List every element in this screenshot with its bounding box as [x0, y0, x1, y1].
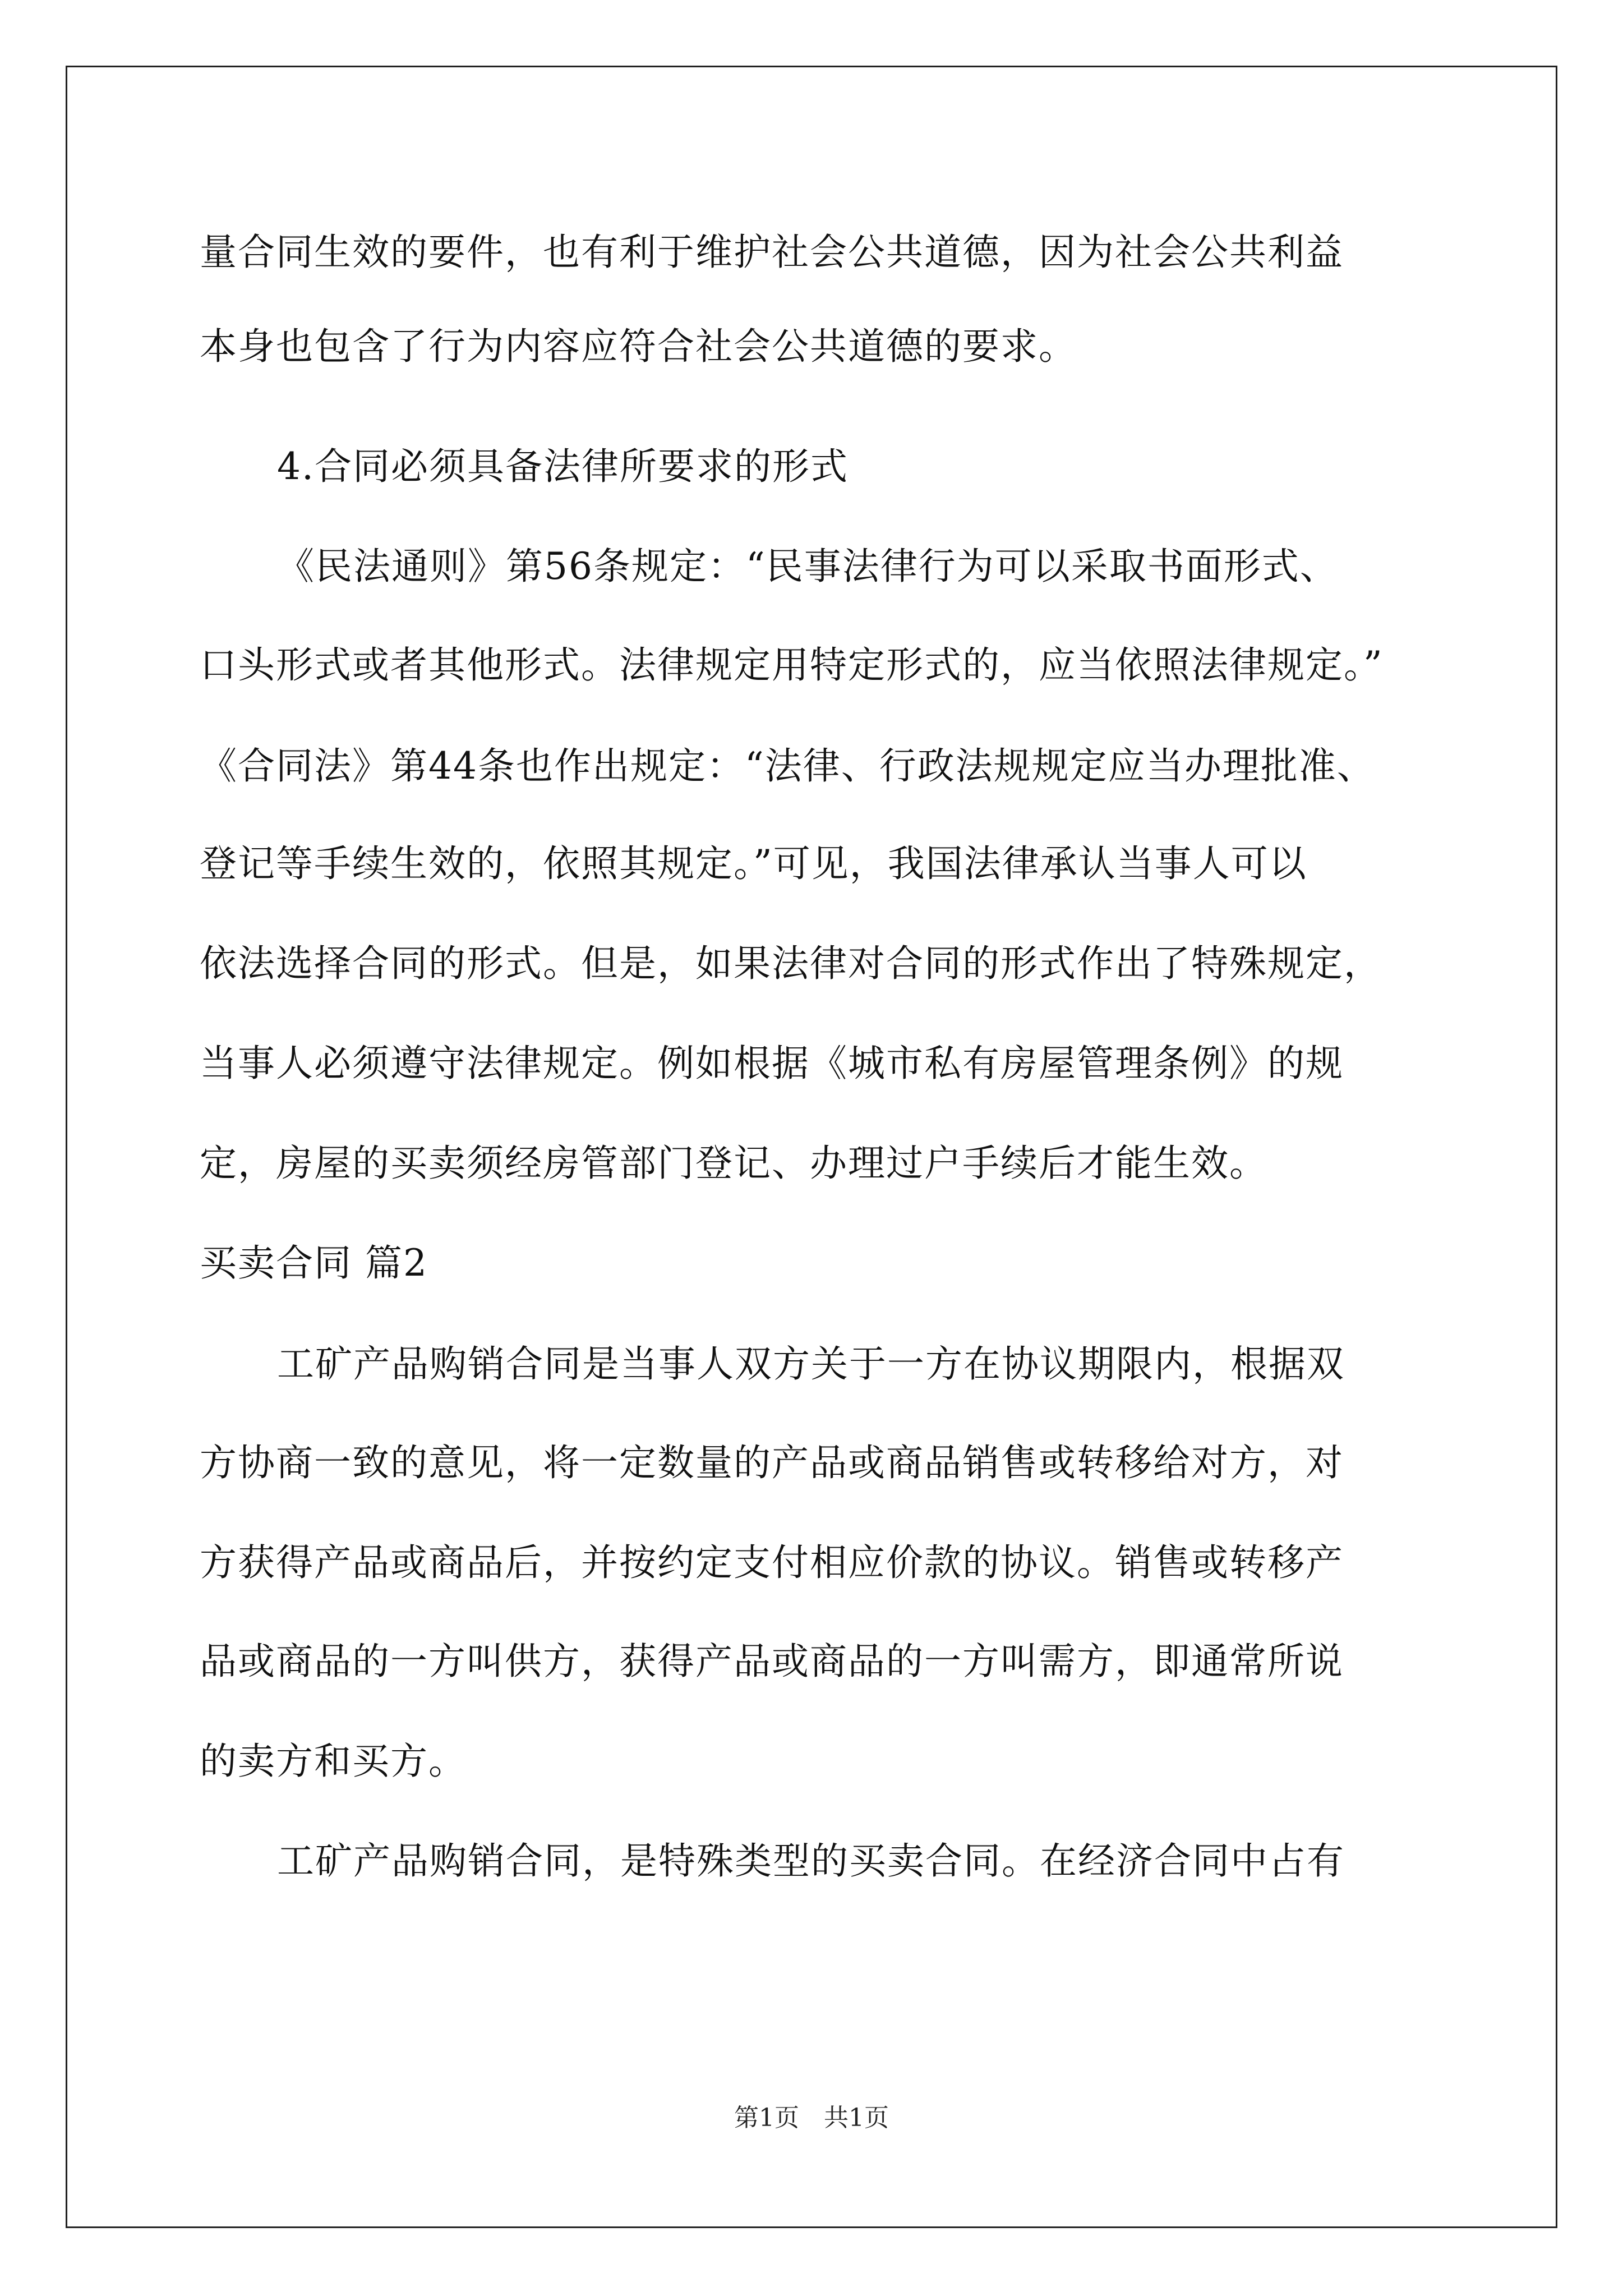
text-line: 品或商品的一方叫供方，获得产品或商品的一方叫需方，即通常所说: [200, 1640, 1344, 1683]
text-line: 登记等手续生效的，依照其规定。”可见，我国法律承认当事人可以: [200, 842, 1307, 885]
text-line: 工矿产品购销合同是当事人双方关于一方在协议期限内，根据双: [277, 1342, 1345, 1386]
text-line: 方获得产品或商品后，并按约定支付相应价款的协议。销售或转移产: [200, 1541, 1344, 1584]
text-line: 当事人必须遵守法律规定。例如根据《城市私有房屋管理条例》的规: [200, 1042, 1344, 1085]
section-title: 买卖合同 篇2: [200, 1241, 428, 1285]
section-heading: 4.合同必须具备法律所要求的形式: [277, 445, 849, 488]
text-line: 《民法通则》第56条规定：“民事法律行为可以采取书面形式、: [277, 545, 1338, 588]
text-line: 方协商一致的意见，将一定数量的产品或商品销售或转移给对方，对: [200, 1441, 1344, 1484]
text-line: 的卖方和买方。: [200, 1740, 467, 1783]
page-number-footer: 第1页 共1页: [734, 2104, 889, 2132]
text-line: 工矿产品购销合同，是特殊类型的买卖合同。在经济合同中占有: [277, 1839, 1345, 1883]
text-line: 定，房屋的买卖须经房管部门登记、办理过户手续后才能生效。: [200, 1142, 1267, 1185]
text-line: 量合同生效的要件，也有利于维护社会公共道德，因为社会公共利益: [200, 231, 1344, 274]
text-line: 《合同法》第44条也作出规定：“法律、行政法规规定应当办理批准、: [200, 744, 1375, 788]
text-line: 口头形式或者其他形式。法律规定用特定形式的，应当依照法律规定。”: [200, 643, 1384, 687]
text-line: 本身也包含了行为内容应符合社会公共道德的要求。: [200, 325, 1077, 368]
text-line: 依法选择合同的形式。但是，如果法律对合同的形式作出了特殊规定，: [200, 942, 1382, 985]
